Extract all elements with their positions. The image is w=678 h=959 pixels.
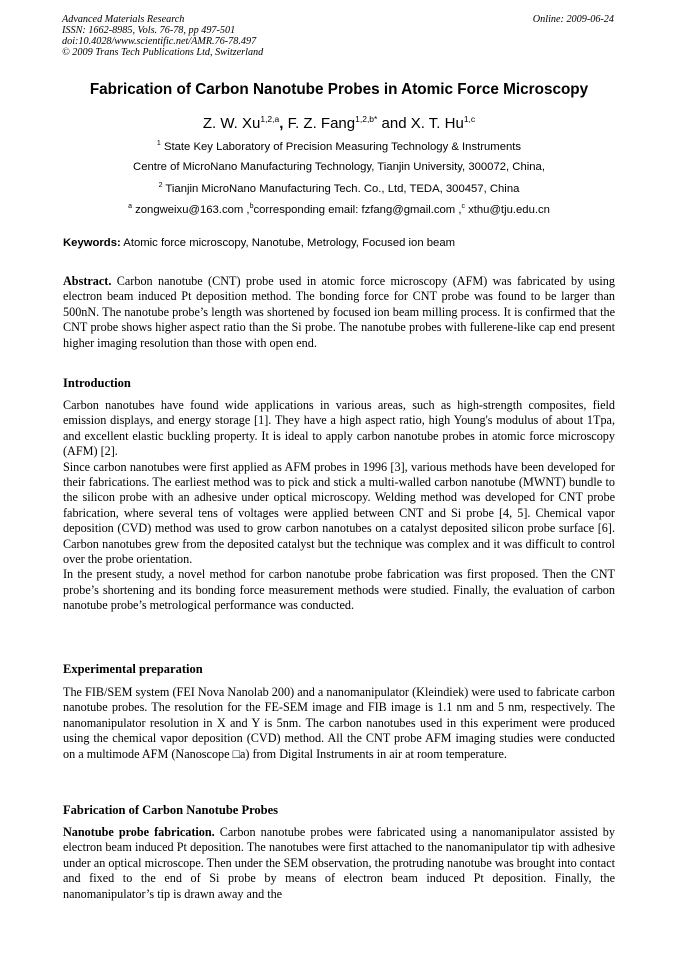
affiliation-2 — [40, 182, 638, 195]
email-c: xthu@tju.edu.cn — [464, 204, 550, 216]
copyright-line: © 2009 Trans Tech Publications Ltd, Switzerland — [62, 47, 264, 58]
affil-text: State Key Laboratory of Precision Measuring Technology & Instruments — [160, 141, 522, 153]
paragraph: Since carbon nanotubes were first applied as AFM probes in 1996 [3], various methods have been developed for their fabrications. The earliest method was to pick and stick a multi-walled carbon nanotube (MWNT) bundle to the silicon probe with an adhesive under optical microscopy. Welding method was developed for CNT probe fabrication, where several tens of voltages were applied between CNT and Si probe [4, 5]. Chemical vapor deposition (CVD) method was used to grow carbon nanotubes on a catalyst deposited silicon probe surface [6]. Carbon nanotubes grew from the deposited catalyst but the technique was complex and it was difficult to control over the probe orientation. — [63, 459, 615, 567]
abstract-label: Abstract. — [63, 274, 112, 288]
experimental-body — [63, 685, 615, 762]
issn-line: ISSN: 1662-8985, Vols. 76-78, pp 497-501 — [62, 25, 236, 36]
author-sup: 1,2,b* — [355, 114, 378, 124]
author-name: Z. W. Xu — [202, 115, 261, 132]
section-heading-fabrication: Fabrication of Carbon Nanotube Probes — [63, 803, 279, 817]
paragraph: Carbon nanotubes have found wide applications in various areas, such as high-strength composites, field emission displays, and energy storage [1]. They have a high aspect ratio, high Young's modulus of about 1Tpa, and excellent elastic buckling property. It is ideal to apply carbon nanotube probes in atomic force microscopy (AFM) [2]. — [63, 398, 615, 459]
email-sup: c — [461, 203, 465, 210]
email-line — [40, 203, 638, 216]
paper-title: Fabrication of Carbon Nanotube Probes in Atomic Force Microscopy — [89, 81, 589, 98]
email-a: zongweixu@163.com , — [131, 204, 250, 216]
keywords — [63, 237, 615, 249]
email-sup: a — [128, 203, 132, 210]
paragraph-lead: Nanotube probe fabrication. — [63, 825, 215, 839]
affil-sup: 1 — [156, 140, 161, 147]
abstract-text: Carbon nanotube (CNT) probe used in atomic force microscopy (AFM) was fabricated by using electron beam induced Pt deposition method. The bonding force for CNT probe was found to be larger than 500nN. The nanotube probe’s length was shortened by focused ion beam milling process. It is confirmed that the CNT probe shows higher aspect ratio than the Si probe. The nanotube probes with fullerene-like cap end present higher imaging resolution than those with open end. — [63, 274, 615, 350]
author-name: X. T. Hu — [410, 115, 464, 132]
journal-header — [62, 14, 614, 58]
affiliation-1b: Centre of MicroNano Manufacturing Technology, Tianjin University, 300072, China, — [133, 161, 545, 173]
journal-name: Advanced Materials Research — [62, 14, 185, 25]
author-sup: 1,2,a — [260, 114, 280, 124]
paragraph: In the present study, a novel method for carbon nanotube probe fabrication was first proposed. Then the CNT probe’s shortening and its bonding force measurement methods were studied. Finally, the evaluation of carbon nanotube probe’s metrological performance was conducted. — [63, 567, 615, 613]
author-separator: , — [279, 115, 288, 132]
section-heading-introduction: Introduction — [63, 376, 131, 390]
keywords-label: Keywords: — [63, 237, 121, 249]
author-list — [40, 114, 638, 132]
email-sup: b — [249, 203, 254, 210]
affil-sup: 2 — [158, 182, 163, 189]
introduction-body — [63, 398, 615, 614]
paragraph-text: Carbon nanotube probes were fabricated using a nanomanipulator assisted by electron beam induced Pt deposition. The nanotubes were first attached to the nanomanipulator tip with adhesive under an optical microscope. Then under the SEM observation, the protruding nanotube was brought into contact and fixed to the end of Si probe by means of electron beam induced Pt deposition. Finally, the nanomanipulator’s tip is drawn away and the — [63, 825, 615, 901]
paragraph: The FIB/SEM system (FEI Nova Nanolab 200) and a nanomanipulator (Kleindiek) were used to fabricate carbon nanotube probes. The resolution for the FE-SEM image and FIB image is 1.1 nm and 5 nm, respectively. The nanomanipulator resolution in X and Y is 5nm. The carbon nanotubes used in this experiment were produced using the chemical vapor deposition (CVD) method. All the CNT probe AFM imaging studies were conducted on a multimode AFM (Nanoscope □a) from Digital Instruments in air at room temperature. — [63, 685, 615, 761]
keywords-text: Atomic force microscopy, Nanotube, Metrology, Focused ion beam — [120, 237, 456, 249]
doi-line: doi:10.4028/www.scientific.net/AMR.76-78.497 — [62, 36, 257, 47]
abstract — [63, 274, 615, 351]
author-separator: and — [377, 115, 411, 132]
section-heading-experimental: Experimental preparation — [63, 662, 203, 676]
author-name: F. Z. Fang — [287, 115, 356, 132]
fabrication-body — [63, 825, 615, 902]
affiliation-1 — [40, 140, 638, 153]
paragraph — [63, 825, 615, 902]
affil-text: Tianjin MicroNano Manufacturing Tech. Co., Ltd, TEDA, 300457, China — [162, 183, 520, 195]
author-sup: 1,c — [463, 114, 476, 124]
email-b: corresponding email: fzfang@gmail.com , — [253, 204, 462, 216]
online-date: Online: 2009-06-24 — [532, 14, 614, 25]
